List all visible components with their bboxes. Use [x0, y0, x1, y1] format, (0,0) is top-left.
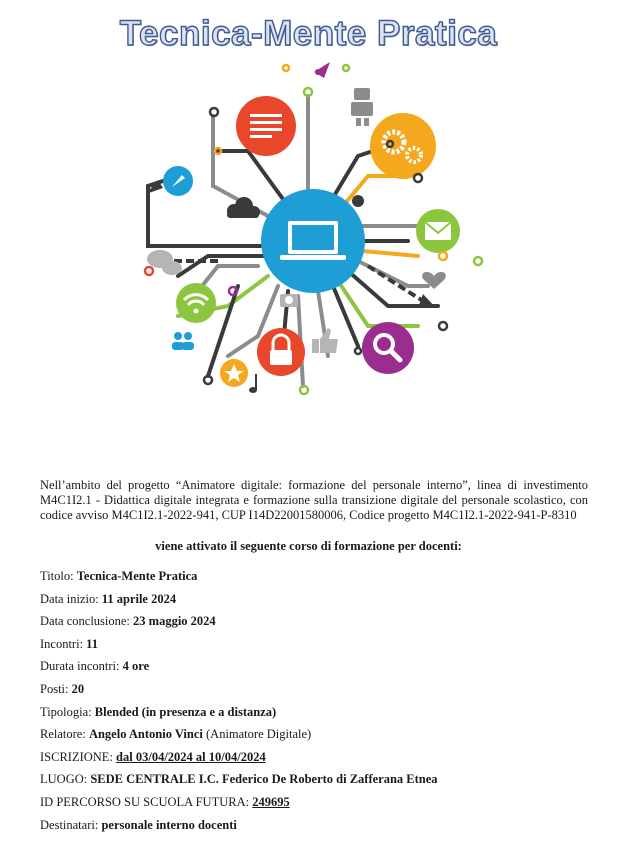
detail-label: Posti: — [40, 681, 69, 696]
detail-value: Angelo Antonio Vinci — [88, 727, 203, 742]
digital-network-illustration — [118, 56, 498, 416]
page-title: Tecnica-Mente Pratica — [119, 14, 498, 53]
course-announcement: viene attivato il seguente corso di formazione per docenti: — [155, 539, 462, 553]
detail-value: 11 — [86, 636, 98, 651]
detail-value: 23 maggio 2024 — [133, 614, 216, 629]
detail-label: Tipologia: — [40, 704, 92, 719]
detail-label: ISCRIZIONE: — [40, 749, 113, 764]
detail-incontri — [40, 636, 600, 659]
detail-label: Destinatari: — [40, 817, 99, 832]
detail-label: Data inizio: — [40, 591, 99, 606]
gears-icon — [370, 113, 436, 179]
search-icon — [362, 322, 414, 374]
robot-icon — [351, 88, 373, 126]
detail-value: personale interno docenti — [101, 817, 237, 832]
detail-value: 4 ore — [122, 659, 150, 674]
camera-icon — [280, 294, 298, 307]
detail-label: Relatore: — [40, 727, 86, 742]
intro-paragraph: Nell’ambito del progetto “Animatore digitale: formazione del personale interno”, linea di investimento M4C1I2.1 - Didattica digitale integrata e formazione sulla transizione digitale del personale scolastico, con codice avviso M4C1I2.1-2022-941, CUP I14D22001580006, Codice progetto M4C1I2.1-2022-941-P-8310 — [40, 478, 588, 523]
detail-posti — [40, 681, 600, 704]
detail-label: Incontri: — [40, 636, 84, 651]
detail-label: ID PERCORSO SU SCUOLA FUTURA: — [40, 794, 250, 809]
detail-data-inizio — [40, 591, 600, 614]
detail-value: 11 aprile 2024 — [101, 591, 177, 606]
detail-durata-incontri — [40, 658, 600, 681]
detail-tipologia — [40, 704, 600, 727]
music-note-icon — [249, 374, 257, 393]
detail-label: Titolo: — [40, 569, 74, 583]
detail-id-percorso — [40, 794, 600, 817]
detail-value: 249695 — [252, 794, 290, 809]
detail-titolo — [40, 568, 600, 591]
detail-luogo — [40, 771, 600, 794]
wifi-icon — [176, 283, 216, 323]
detail-relatore — [40, 726, 600, 749]
star-icon — [220, 359, 248, 387]
detail-label: Durata incontri: — [40, 659, 120, 674]
detail-label: LUOGO: — [40, 772, 88, 787]
detail-destinatari — [40, 817, 600, 840]
lock-icon — [257, 328, 305, 376]
document-icon — [236, 96, 296, 156]
detail-value: SEDE CENTRALE I.C. Federico De Roberto di Zafferana Etnea — [90, 772, 438, 787]
detail-iscrizione — [40, 749, 600, 772]
rocket-icon — [163, 166, 193, 196]
detail-value: Blended (in presenza e a distanza) — [94, 704, 277, 719]
rocket-icon — [314, 62, 330, 78]
detail-label: Data conclusione: — [40, 614, 130, 629]
detail-data-conclusione — [40, 613, 600, 636]
course-details-list — [40, 568, 600, 839]
users-icon — [172, 332, 194, 350]
detail-value: 20 — [71, 681, 85, 696]
detail-value: Tecnica-Mente Pratica — [76, 569, 198, 583]
detail-extra: (Animatore Digitale) — [206, 727, 312, 742]
detail-value: dal 03/04/2024 al 10/04/2024 — [116, 749, 266, 764]
laptop-icon — [261, 189, 365, 293]
mail-icon — [416, 209, 460, 253]
cloud-icon — [227, 197, 260, 218]
